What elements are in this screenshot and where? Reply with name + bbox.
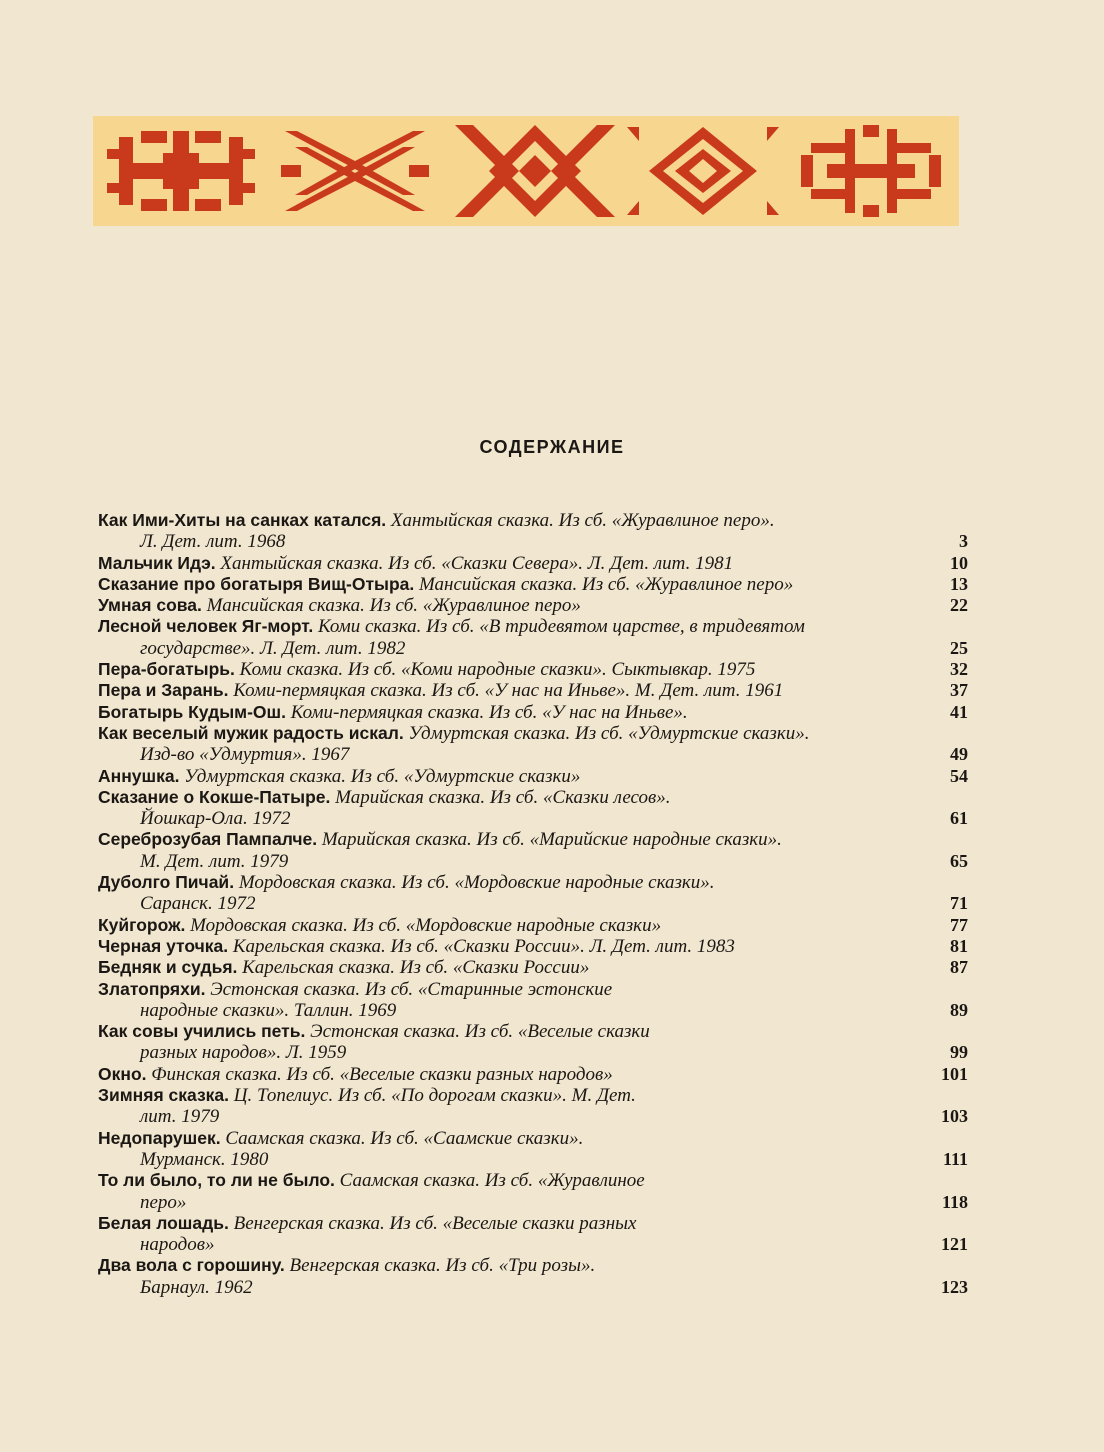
toc-entry: [98, 979, 968, 1022]
toc-entry-title: Как совы учились петь.: [98, 1021, 306, 1042]
toc-entry-source: Мансийская сказка. Из сб. «Журавлиное перо»: [206, 595, 581, 617]
toc-entry-title: Богатырь Кудым-Ош.: [98, 701, 286, 722]
toc-entry: [98, 553, 968, 574]
ornament-motif-5: [801, 125, 941, 217]
toc-entry: [98, 574, 968, 595]
toc-entry-line: [98, 1085, 968, 1106]
toc-entry-source: Карельская сказка. Из сб. «Сказки России»: [242, 957, 590, 979]
toc-entry-title: Аннушка.: [98, 765, 180, 786]
toc-entry-source: Удмуртская сказка. Из сб. «Удмуртские сказки».: [408, 722, 810, 744]
toc-entry-page-number: 41: [950, 701, 968, 722]
toc-entry-page-number: 101: [941, 1063, 968, 1084]
toc-entry-line: [98, 510, 968, 531]
toc-entry-page-number: 61: [950, 808, 968, 829]
toc-entry-source: Марийская сказка. Из сб. «Марийские народные сказки».: [321, 829, 782, 851]
ornament-motif-2: [281, 131, 429, 211]
toc-entry-page-number: 22: [950, 595, 968, 616]
toc-entry-title: Сказание о Кокше-Патыре.: [98, 786, 331, 807]
toc-entry: [98, 957, 968, 978]
toc-entry-line: [98, 1021, 968, 1042]
toc-entry-source-continued: народов»: [140, 1234, 215, 1256]
toc-entry-source: Коми сказка. Из сб. «Коми народные сказки». Сыктывкар. 1975: [239, 659, 756, 681]
toc-entry-source-continued: Мурманск. 1980: [140, 1148, 269, 1170]
ornament-band: [93, 116, 959, 226]
toc-entry-page-number: 65: [950, 850, 968, 871]
toc-entry-line: [98, 1042, 968, 1063]
toc-entry-page-number: 121: [941, 1234, 968, 1255]
toc-entry: [98, 659, 968, 680]
toc-entry-page-number: 89: [950, 999, 968, 1020]
toc-entry-title: Пера-богатырь.: [98, 659, 235, 680]
toc-entry-line: [98, 787, 968, 808]
toc-entry-line: [98, 893, 968, 914]
toc-entry-line: [98, 595, 968, 616]
toc-entry-title: То ли было, то ли не было.: [98, 1170, 335, 1191]
toc-entry-line: [98, 829, 968, 850]
toc-entry-source: Мордовская сказка. Из сб. «Мордовские народные сказки».: [238, 872, 715, 894]
toc-entry-source: Хантыйская сказка. Из сб. «Журавлиное перо».: [390, 510, 775, 531]
ornament-motif-1: [107, 131, 255, 211]
toc-entry-title: Бедняк и судья.: [98, 957, 238, 978]
toc-entry-source-continued: Изд-во «Удмуртия». 1967: [140, 744, 350, 766]
toc-entry-source: Коми сказка. Из сб. «В тридевятом царстве, в тридевятом: [317, 616, 805, 638]
toc-entry-title: Лесной человек Яг-морт.: [98, 616, 314, 637]
toc-entry-page-number: 25: [950, 637, 968, 658]
toc-entry-source: Эстонская сказка. Из сб. «Веселые сказки: [310, 1021, 650, 1043]
toc-entry-title: Два вола с горошину.: [98, 1255, 285, 1276]
toc-entry-line: [98, 702, 968, 723]
toc-entry-line: [98, 1149, 968, 1170]
toc-entry-line: [98, 574, 968, 595]
toc-entry-page-number: 81: [950, 935, 968, 956]
toc-entry-line: [98, 915, 968, 936]
toc-entry: [98, 616, 968, 659]
toc-entry-source-continued: перо»: [140, 1191, 187, 1213]
toc-entry-line: [98, 1064, 968, 1085]
toc-entry-page-number: 87: [950, 957, 968, 978]
toc-entry-line: [98, 1000, 968, 1021]
toc-entry-source-continued: Йошкар-Ола. 1972: [140, 808, 291, 830]
toc-entry-page-number: 13: [950, 573, 968, 594]
toc-entry: [98, 1213, 968, 1256]
toc-entry-page-number: 111: [942, 1148, 968, 1169]
toc-entry: [98, 510, 968, 553]
toc-entry: [98, 1170, 968, 1213]
toc-entry-source: Венгерская сказка. Из сб. «Три розы».: [289, 1255, 596, 1277]
toc-entry: [98, 595, 968, 616]
toc-entry-page-number: 10: [950, 552, 968, 573]
toc-entry-source: Ц. Топелиус. Из сб. «По дорогам сказки». М. Дет.: [233, 1085, 636, 1107]
toc-entry-line: [98, 531, 968, 552]
toc-entry-source-continued: государстве». Л. Дет. лит. 1982: [140, 637, 406, 659]
toc-entry-title: Дуболго Пичай.: [98, 872, 235, 893]
toc-entry-line: [98, 1170, 968, 1191]
ornament-motif-3: [455, 125, 615, 217]
toc-entry-source: Саамская сказка. Из сб. «Журавлиное: [339, 1170, 645, 1192]
toc-entry-line: [98, 808, 968, 829]
toc-entry-source-continued: Барнаул. 1962: [140, 1276, 253, 1298]
toc-entry-source: Карельская сказка. Из сб. «Сказки России». Л. Дет. лит. 1983: [232, 935, 735, 957]
toc-entry-source: Хантыйская сказка. Из сб. «Сказки Севера». Л. Дет. лит. 1981: [220, 552, 734, 574]
toc-entry-source: Эстонская сказка. Из сб. «Старинные эстонские: [210, 978, 613, 1000]
toc-entry-title: Черная уточка.: [98, 935, 229, 956]
folk-ornament-image: [93, 116, 959, 226]
toc-entry-title: Как веселый мужик радость искал.: [98, 722, 404, 743]
toc-entry: [98, 787, 968, 830]
toc-entry-line: [98, 616, 968, 637]
toc-entry: [98, 1064, 968, 1085]
toc-entry-page-number: 77: [950, 914, 968, 935]
toc-entry-title: Умная сова.: [98, 595, 202, 616]
toc-entry-source: Саамская сказка. Из сб. «Саамские сказки».: [225, 1127, 584, 1149]
toc-entry: [98, 829, 968, 872]
toc-entry-source-continued: Саранск. 1972: [140, 893, 256, 915]
toc-entry-line: [98, 1277, 968, 1298]
toc-entry-title: Пера и Зарань.: [98, 680, 229, 701]
toc-entry-title: Куйгорож.: [98, 914, 186, 935]
toc-entry: [98, 1021, 968, 1064]
toc-entry-line: [98, 1106, 968, 1127]
toc-entry-line: [98, 1192, 968, 1213]
toc-entry-title: Белая лошадь.: [98, 1212, 229, 1233]
toc-entry-page-number: 71: [950, 893, 968, 914]
toc-entry-line: [98, 766, 968, 787]
toc-entry-title: Сереброзубая Пампалче.: [98, 829, 318, 850]
toc-entry-line: [98, 1255, 968, 1276]
toc-entry-page-number: 32: [950, 659, 968, 680]
toc-entry-page-number: 37: [950, 680, 968, 701]
toc-entry-title: Окно.: [98, 1063, 147, 1084]
toc-entry-line: [98, 638, 968, 659]
toc-entry-line: [98, 872, 968, 893]
toc-entry-page-number: 118: [941, 1191, 968, 1212]
page-title: СОДЕРЖАНИЕ: [479, 437, 625, 457]
toc-entry-line: [98, 851, 968, 872]
toc-entry-source-continued: разных народов». Л. 1959: [140, 1042, 347, 1064]
toc-entry: [98, 936, 968, 957]
toc-entry-source: Удмуртская сказка. Из сб. «Удмуртские сказки»: [184, 765, 581, 787]
toc-entry-source-continued: лит. 1979: [140, 1106, 220, 1128]
toc-entry-line: [98, 744, 968, 765]
toc-entry-title: Зимняя сказка.: [98, 1085, 230, 1106]
toc-entry-line: [98, 723, 968, 744]
toc-entry-source-continued: М. Дет. лит. 1979: [140, 850, 289, 872]
toc-entry-source: Коми-пермяцкая сказка. Из сб. «У нас на Иньве». М. Дет. лит. 1961: [233, 680, 784, 702]
toc-entry-title: Как Ими-Хиты на санках катался.: [98, 510, 387, 530]
toc-entry-source: Венгерская сказка. Из сб. «Веселые сказки разных: [233, 1212, 637, 1234]
toc-entry-line: [98, 979, 968, 1000]
toc-entry-line: [98, 553, 968, 574]
toc-entry-title: Недопарушек.: [98, 1127, 221, 1148]
toc-entry-line: [98, 1234, 968, 1255]
toc-entry-source: Финская сказка. Из сб. «Веселые сказки разных народов»: [151, 1063, 613, 1085]
ornament-motif-4: [627, 127, 779, 215]
toc-entry-page-number: 3: [959, 531, 968, 552]
toc-entry-page-number: 99: [950, 1042, 968, 1063]
toc-entry: [98, 1085, 968, 1128]
toc-entry: [98, 766, 968, 787]
toc-entry-line: [98, 1213, 968, 1234]
toc-entry: [98, 872, 968, 915]
toc-entry: [98, 702, 968, 723]
toc-entry-line: [98, 1128, 968, 1149]
toc-entry-source-continued: народные сказки». Таллин. 1969: [140, 999, 397, 1021]
toc-entry: [98, 915, 968, 936]
toc-entry-source: Марийская сказка. Из сб. «Сказки лесов».: [335, 786, 671, 808]
toc-entry: [98, 723, 968, 766]
toc-entry: [98, 1255, 968, 1298]
toc-entry-title: Мальчик Идэ.: [98, 552, 216, 573]
toc-entry: [98, 1128, 968, 1171]
toc-entry-page-number: 103: [941, 1106, 968, 1127]
toc-entry-line: [98, 659, 968, 680]
toc-entry-line: [98, 957, 968, 978]
toc-entry-page-number: 123: [941, 1276, 968, 1297]
toc-entry-source: Мансийская сказка. Из сб. «Журавлиное перо»: [419, 573, 794, 595]
toc-entry-title: Сказание про богатыря Вищ-Отыра.: [98, 573, 415, 594]
toc-entry-page-number: 49: [950, 744, 968, 765]
toc-entry-line: [98, 936, 968, 957]
toc-entry-source: Коми-пермяцкая сказка. Из сб. «У нас на Иньве».: [290, 701, 688, 723]
toc-entry: [98, 680, 968, 701]
toc-entry-line: [98, 680, 968, 701]
toc-entry-title: Златопряхи.: [98, 978, 206, 999]
toc-entry-source-continued: Л. Дет. лит. 1968: [140, 531, 286, 553]
table-of-contents: [98, 510, 968, 1298]
toc-entry-page-number: 54: [950, 765, 968, 786]
toc-entry-source: Мордовская сказка. Из сб. «Мордовские народные сказки»: [190, 914, 662, 936]
